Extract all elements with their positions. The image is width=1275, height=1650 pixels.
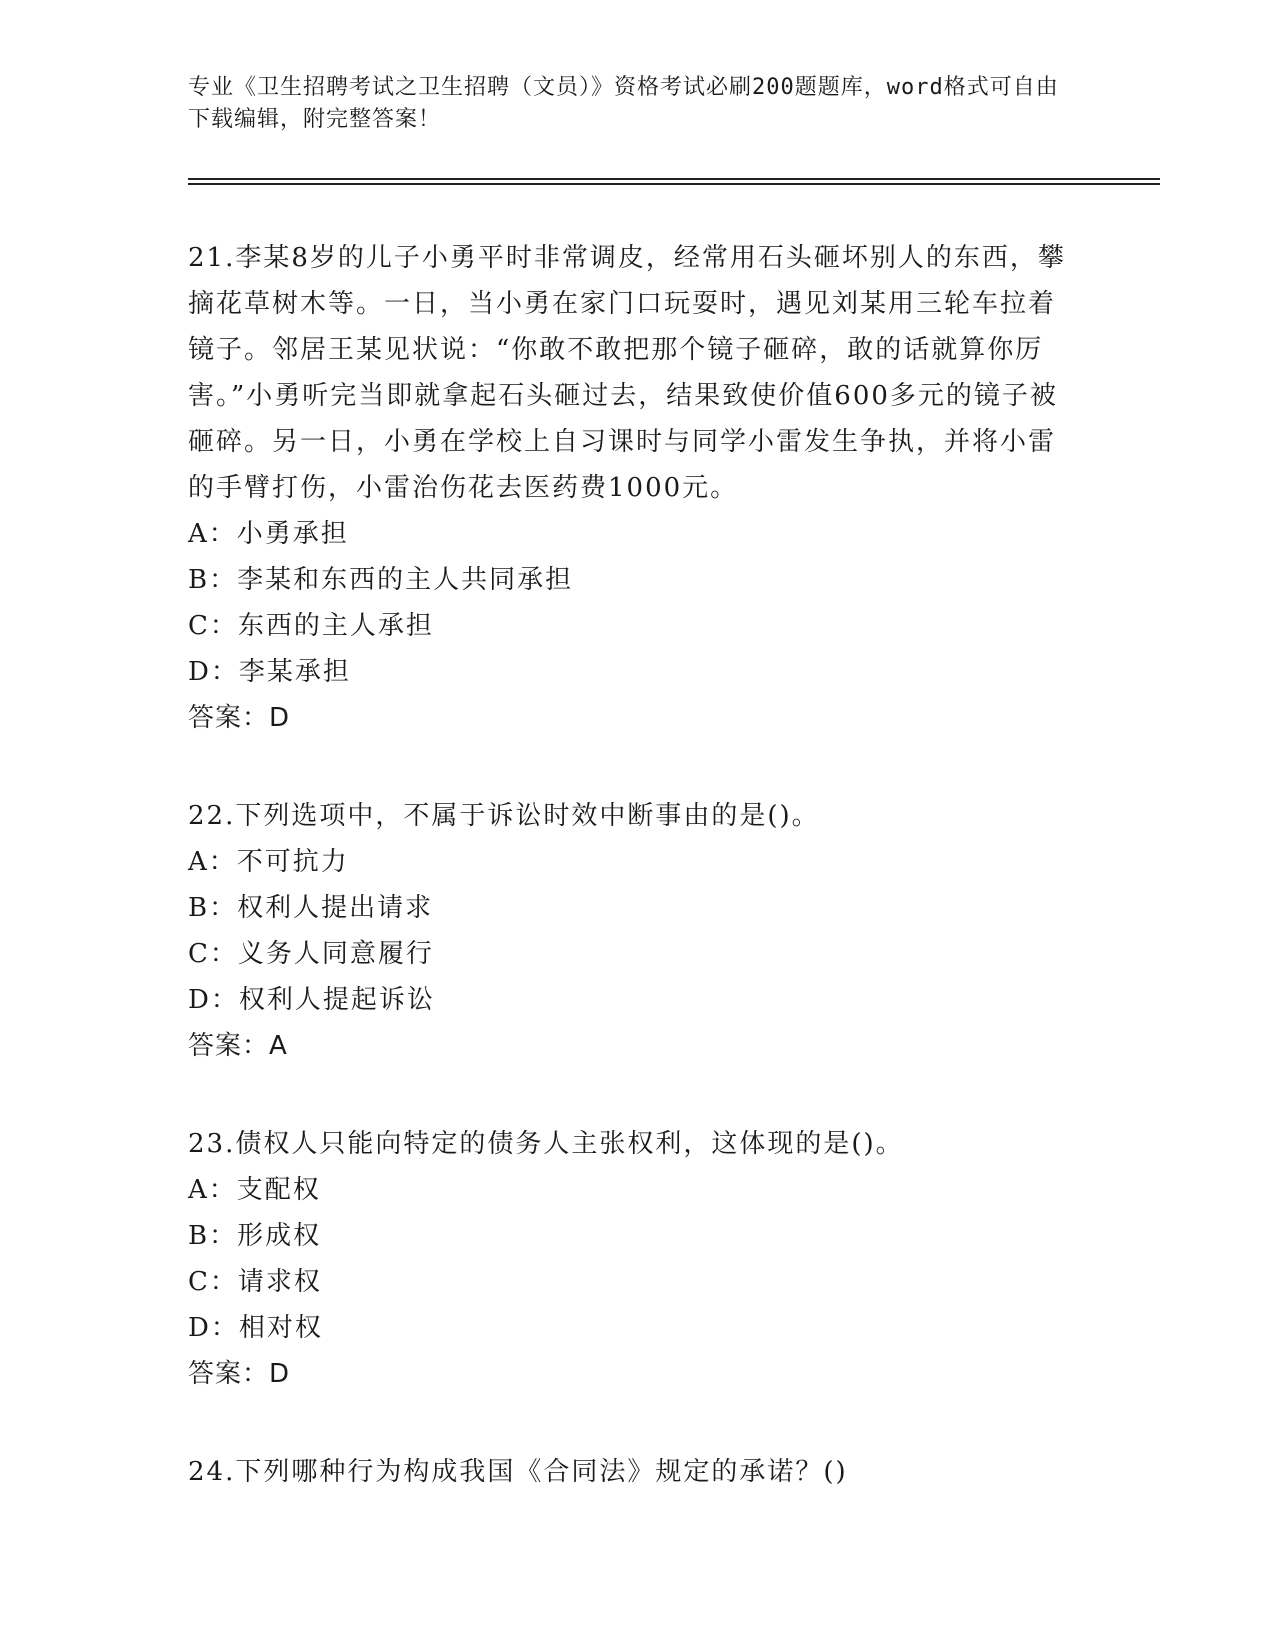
- option-b: B：形成权: [188, 1221, 322, 1251]
- option-d: D：权利人提起诉讼: [188, 985, 435, 1015]
- option-d: D：李某承担: [188, 657, 351, 687]
- option-b: B：权利人提出请求: [188, 893, 434, 923]
- answer: 答案：D: [188, 1359, 291, 1389]
- header-divider-bottom: [188, 183, 1160, 185]
- question-22: [188, 793, 1068, 1069]
- answer: 答案：D: [188, 703, 291, 733]
- question-stem: 23.债权人只能向特定的债务人主张权利，这体现的是()。: [188, 1129, 904, 1159]
- option-c: C：义务人同意履行: [188, 939, 434, 969]
- option-d: D：相对权: [188, 1313, 323, 1343]
- option-a: A：支配权: [188, 1175, 321, 1205]
- question-stem: 21.李某8岁的儿子小勇平时非常调皮，经常用石头砸坏别人的东西，攀摘花草树木等。一日，当小勇在家门口玩耍时，遇见刘某用三轮车拉着镜子。邻居王某见状说：“你敢不敢把那个镜子砸碎，敢的话就算你厉害。”小勇听完当即就拿起石头砸过去，结果致使价值600多元的镜子被砸碎。另一日，小勇在学校上自习课时与同学小雷发生争执，并将小雷的手臂打伤，小雷治伤花去医药费1000元。: [188, 243, 1066, 503]
- question-list: [188, 235, 1068, 1547]
- header-divider-top: [188, 178, 1160, 180]
- option-c: C：请求权: [188, 1267, 322, 1297]
- question-21: [188, 235, 1068, 741]
- question-stem: 24.下列哪种行为构成我国《合同法》规定的承诺？(): [188, 1457, 848, 1487]
- document-header: 专业《卫生招聘考试之卫生招聘（文员）》资格考试必刷200题题库，word格式可自由下载编辑，附完整答案！: [188, 75, 1059, 132]
- option-b: B：李某和东西的主人共同承担: [188, 565, 574, 595]
- answer: 答案：A: [188, 1031, 288, 1061]
- option-a: A：小勇承担: [188, 519, 349, 549]
- question-23: [188, 1121, 1068, 1397]
- question-24: [188, 1449, 1068, 1495]
- option-a: A：不可抗力: [188, 847, 349, 877]
- option-c: C：东西的主人承担: [188, 611, 434, 641]
- question-stem: 22.下列选项中，不属于诉讼时效中断事由的是()。: [188, 801, 820, 831]
